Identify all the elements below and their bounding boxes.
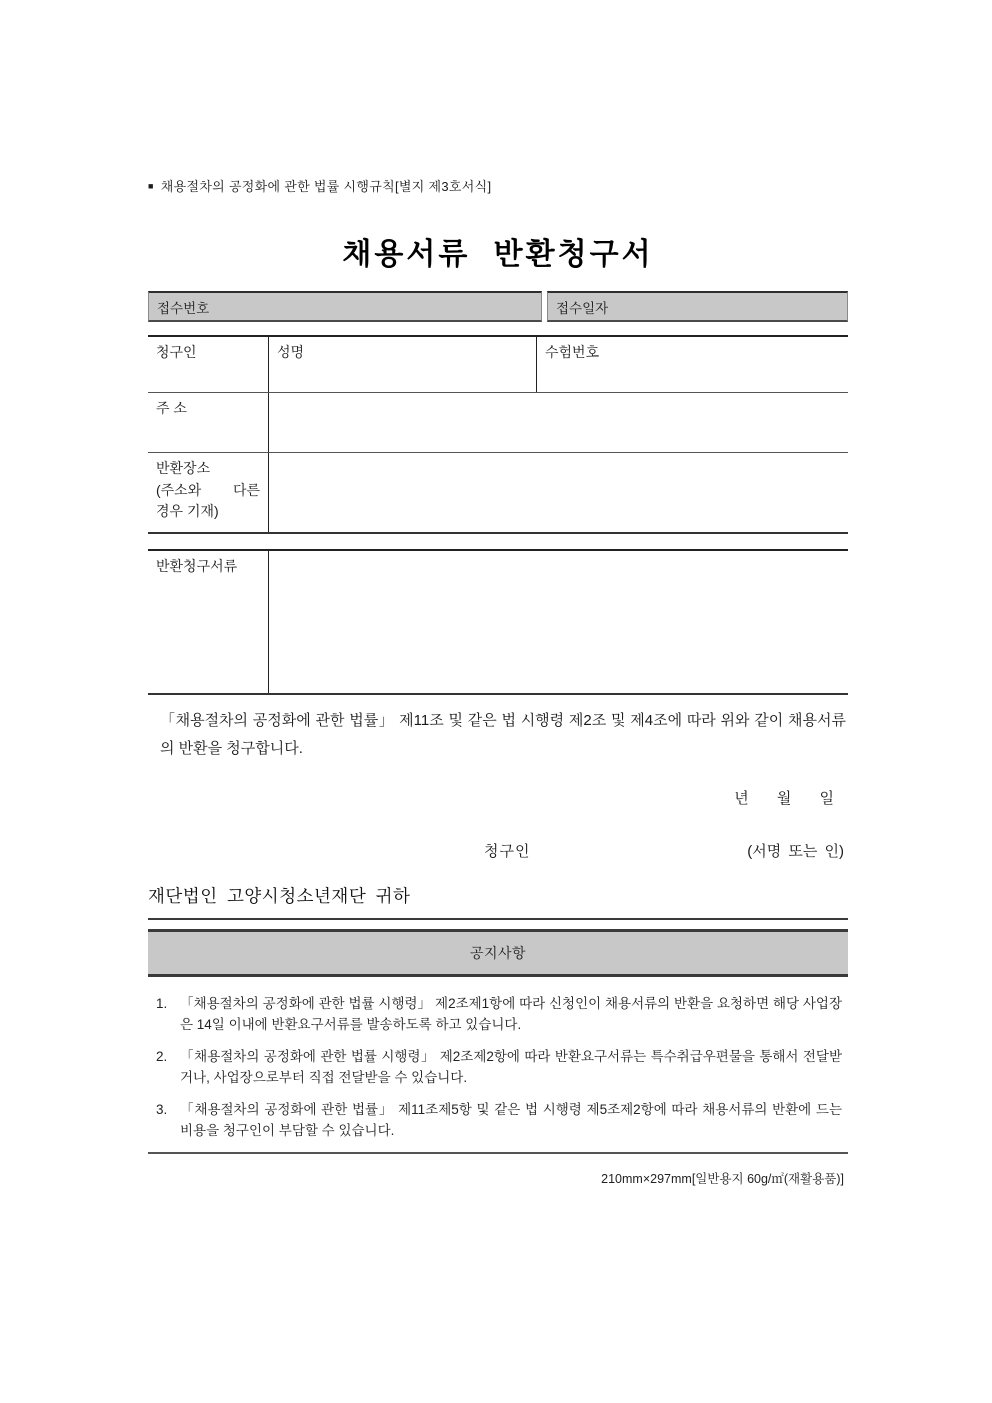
return-docs-value-cell	[269, 551, 848, 693]
return-docs-section	[148, 549, 848, 695]
divider-line	[148, 918, 848, 920]
notice-item-text: 「채용절차의 공정화에 관한 법률 시행령」 제2조제2항에 따라 반환요구서류는 특수취급우편물을 통해서 전달받거나, 사업장으로부터 직접 전달받을 수 있습니다.	[180, 1048, 842, 1086]
notice-header-bar	[148, 929, 848, 977]
signature-row	[148, 840, 848, 861]
receipt-date-cell	[547, 291, 848, 322]
notice-item-text: 「채용절차의 공정화에 관한 법률 시행령」 제2조제1항에 따라 신청인이 채용서류의 반환을 요청하면 해당 사업장은 14일 이내에 반환요구서류를 발송하도록 하고 있습니다.	[180, 995, 842, 1033]
receipt-no-cell	[148, 291, 542, 322]
paper-spec-note: 210mm×297mm[일반용지 60g/㎡(재활용품)]	[601, 1172, 844, 1187]
return-place-line3: 경우 기재)	[156, 503, 219, 520]
form-document	[148, 176, 848, 1187]
square-bullet-icon: ■	[148, 181, 154, 191]
date-line: 년 월 일	[734, 789, 834, 807]
page-title: 채용서류 반환청구서	[342, 238, 654, 271]
return-place-line2: (주소와 다른	[156, 481, 260, 498]
notice-item-text: 「채용절차의 공정화에 관한 법률」 제11조제5항 및 같은 법 시행령 제5조제2항에 따라 채용서류의 반환에 드는 비용을 청구인이 부담할 수 있습니다.	[180, 1101, 842, 1139]
receipt-row	[148, 291, 848, 322]
address-label: 주 소	[148, 393, 269, 452]
claimant-section	[148, 335, 848, 534]
bottom-divider-line	[148, 1152, 848, 1154]
name-cell	[269, 337, 537, 392]
notice-title: 공지사항	[469, 944, 527, 961]
return-place-label	[148, 453, 269, 532]
receipt-date-label: 접수일자	[556, 301, 609, 316]
signature-claimant-label: 청구인	[484, 842, 531, 860]
exam-no-label: 수험번호	[545, 344, 600, 360]
regulation-note-text: 채용절차의 공정화에 관한 법률 시행규칙[별지 제3호서식]	[160, 179, 492, 194]
notice-item-number: 1.	[156, 995, 168, 1011]
return-place-line1: 반환장소	[156, 460, 211, 476]
exam-no-cell	[537, 337, 848, 392]
notice-item	[156, 1046, 842, 1089]
address-row	[148, 393, 848, 453]
address-value-cell	[269, 393, 848, 452]
return-place-row	[148, 453, 848, 534]
claimant-label: 청구인	[148, 337, 269, 392]
addressee-line: 재단법인 고양시청소년재단 귀하	[148, 885, 411, 906]
return-place-value-cell	[269, 453, 848, 532]
receipt-no-label: 접수번호	[157, 301, 210, 316]
return-docs-label: 반환청구서류	[148, 551, 269, 693]
notice-item	[156, 993, 842, 1036]
notice-item-number: 3.	[156, 1101, 168, 1117]
regulation-note	[148, 176, 848, 195]
notice-list	[148, 993, 848, 1143]
notice-item	[156, 1099, 842, 1142]
name-label: 성명	[277, 344, 305, 360]
signature-note: (서명 또는 인)	[747, 842, 844, 860]
legal-statement: 「채용절차의 공정화에 관한 법률」 제11조 및 같은 법 시행령 제2조 및 제4조에 따라 위와 같이 채용서류의 반환을 청구합니다.	[160, 712, 846, 757]
notice-item-number: 2.	[156, 1048, 168, 1064]
claimant-row	[148, 337, 848, 393]
